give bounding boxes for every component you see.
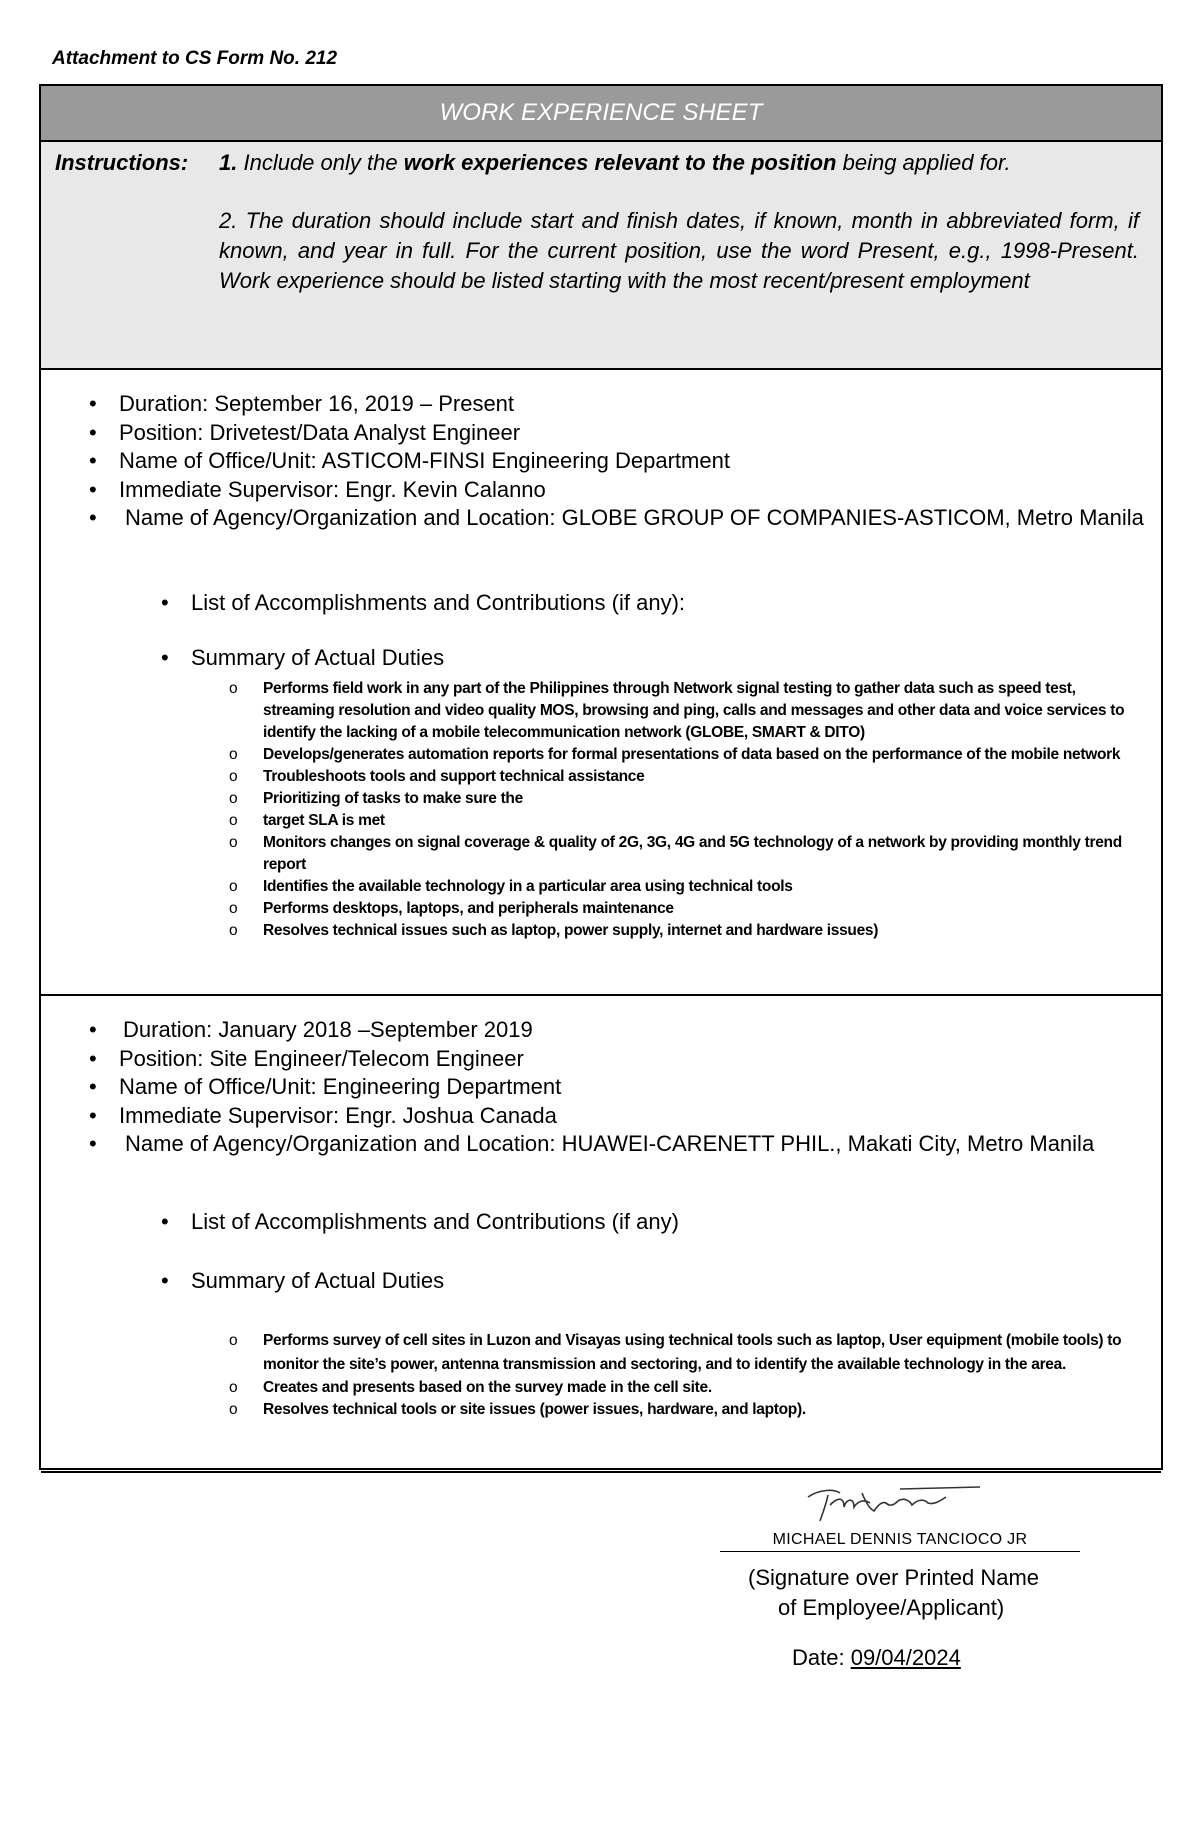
entry-1-duty: o Performs field work in any part of the Philippines through Network signal testing to gather data such as speed test, streaming resolution and video quality MOS, browsing and ping, calls and messages and other data and voice services to identify the lacking of a mobile telecommunication network (GLOBE, SMART & DITO) bbox=[263, 678, 1141, 744]
entry-1-duty: o Troubleshoots tools and support technical assistance bbox=[263, 766, 1141, 788]
instruction-1-number: 1. bbox=[219, 150, 238, 175]
instructions-label: Instructions: bbox=[55, 150, 189, 175]
instruction-1-post: being applied for. bbox=[836, 150, 1011, 175]
entry-1-duty: o Prioritizing of tasks to make sure the bbox=[263, 788, 1141, 810]
entry-1-details bbox=[119, 390, 1151, 533]
instruction-2: 2. The duration should include start and finish dates, if known, month in abbreviated form, if known, and year in full. For the current position, use the word Present, e.g., 1998-Present. Work experience should be listed starting with the most recent/present employment bbox=[219, 208, 1139, 293]
instruction-1-pre: Include only the bbox=[237, 150, 404, 175]
instruction-1 bbox=[219, 150, 1139, 176]
entry-2-duty: o Resolves technical tools or site issues (power issues, hardware, and laptop). bbox=[263, 1399, 1141, 1421]
entry-2-accomplishments: • List of Accomplishments and Contributions (if any) bbox=[191, 1209, 1151, 1235]
entry-2-accomplishments-list bbox=[191, 1209, 1151, 1235]
date-value: 09/04/2024 bbox=[850, 1645, 961, 1670]
work-experience-sheet bbox=[39, 84, 1163, 1470]
entry-1-accomplishments-list bbox=[191, 590, 1151, 616]
entry-1-supervisor: • Immediate Supervisor: Engr. Kevin Calanno bbox=[119, 476, 1151, 505]
signature-caption-line2: of Employee/Applicant) bbox=[778, 1595, 1005, 1620]
instruction-1-bold: work experiences relevant to the position bbox=[403, 150, 837, 175]
entry-1-summary-list bbox=[191, 645, 1151, 671]
form-attachment-label: Attachment to CS Form No. 212 bbox=[52, 48, 338, 69]
sheet-title: WORK EXPERIENCE SHEET bbox=[41, 86, 1161, 142]
entry-1-agency: • Name of Agency/Organization and Location: GLOBE GROUP OF COMPANIES-ASTICOM, Metro Manila bbox=[119, 504, 1151, 533]
entry-1-duty: o Identifies the available technology in a particular area using technical tools bbox=[263, 876, 1141, 898]
entry-2-duration: • Duration: January 2018 –September 2019 bbox=[119, 1016, 1151, 1045]
entry-1-duty: o Performs desktops, laptops, and peripherals maintenance bbox=[263, 898, 1141, 920]
entry-2-supervisor: • Immediate Supervisor: Engr. Joshua Canada bbox=[119, 1102, 1151, 1131]
entry-2-duty: o Creates and presents based on the survey made in the cell site. bbox=[263, 1377, 1141, 1399]
entry-1-position: • Position: Drivetest/Data Analyst Engineer bbox=[119, 419, 1151, 448]
entry-2-duties bbox=[263, 1329, 1141, 1421]
entry-2-summary: • Summary of Actual Duties bbox=[191, 1268, 1151, 1294]
work-entry-2 bbox=[41, 996, 1161, 1473]
entry-2-agency: • Name of Agency/Organization and Location: HUAWEI-CARENETT PHIL., Makati City, Metro Manila bbox=[119, 1130, 1151, 1159]
entry-2-details bbox=[119, 1016, 1151, 1159]
handwritten-signature bbox=[800, 1475, 990, 1525]
entry-1-duties bbox=[263, 678, 1141, 942]
entry-1-duration: • Duration: September 16, 2019 – Present bbox=[119, 390, 1151, 419]
entry-2-duty: o Performs survey of cell sites in Luzon and Visayas using technical tools such as laptop, User equipment (mobile tools) to monitor the site’s power, antenna transmission and sectoring, and to identify the available technology in the area. bbox=[263, 1329, 1141, 1377]
entry-2-office: • Name of Office/Unit: Engineering Department bbox=[119, 1073, 1151, 1102]
work-entry-1 bbox=[41, 370, 1161, 996]
entry-1-duty: o Resolves technical issues such as laptop, power supply, internet and hardware issues) bbox=[263, 920, 1141, 942]
date-field bbox=[792, 1645, 961, 1671]
signature-caption-line1: (Signature over Printed Name bbox=[748, 1565, 1040, 1590]
entry-1-summary: • Summary of Actual Duties bbox=[191, 645, 1151, 671]
date-label: Date: bbox=[792, 1645, 851, 1670]
entry-1-office: • Name of Office/Unit: ASTICOM-FINSI Engineering Department bbox=[119, 447, 1151, 476]
entry-1-duty: o Monitors changes on signal coverage & quality of 2G, 3G, 4G and 5G technology of a network by providing monthly trend report bbox=[263, 832, 1141, 876]
entry-1-duty: o Develops/generates automation reports for formal presentations of data based on the performance of the mobile network bbox=[263, 744, 1141, 766]
entry-2-summary-list bbox=[191, 1268, 1151, 1294]
printed-name: MICHAEL DENNIS TANCIOCO JR bbox=[720, 1531, 1080, 1552]
entry-1-accomplishments: • List of Accomplishments and Contributions (if any): bbox=[191, 590, 1151, 616]
instructions-box bbox=[41, 142, 1161, 370]
entry-1-duty: o target SLA is met bbox=[263, 810, 1141, 832]
entry-2-position: • Position: Site Engineer/Telecom Engineer bbox=[119, 1045, 1151, 1074]
